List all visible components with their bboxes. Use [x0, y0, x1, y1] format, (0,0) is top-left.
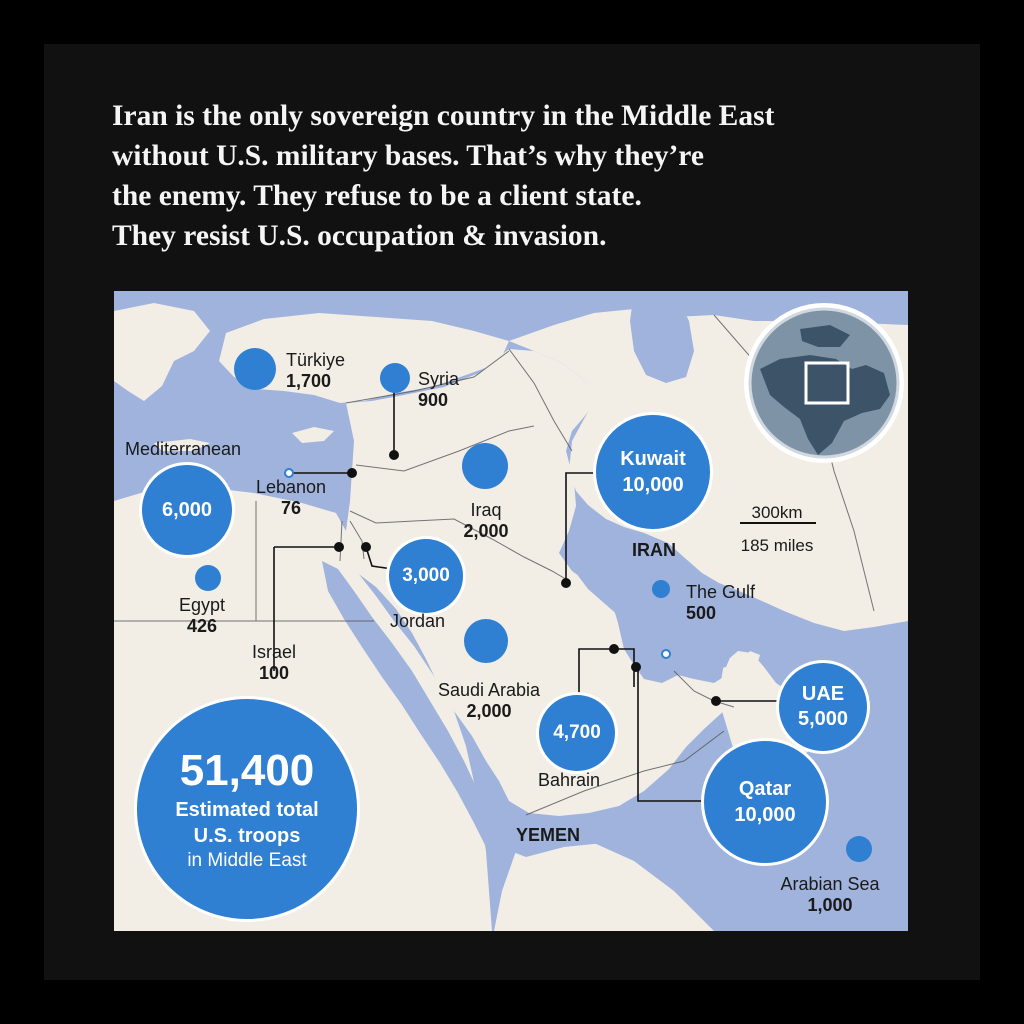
iraq-value: 2,000 [463, 521, 509, 541]
syria-name: Syria [418, 369, 460, 389]
saudi-name: Saudi Arabia [437, 680, 541, 700]
uae-value: 5,000 [797, 708, 849, 730]
syria-value: 900 [418, 390, 449, 410]
egypt-bubble [195, 565, 221, 591]
mediterranean-name: Mediterranean [125, 439, 242, 459]
jordan-name: Jordan [390, 611, 446, 631]
jordan-label [390, 611, 445, 632]
uae-name: UAE [801, 683, 845, 705]
arabian-sea-value: 1,000 [807, 895, 853, 915]
gulf-small-marker [662, 650, 670, 658]
gulf-value: 500 [686, 603, 717, 623]
headline [112, 96, 972, 256]
headline-line: Iran is the only sovereign country in the Middle East [112, 100, 775, 132]
arabian-sea-name: Arabian Sea [780, 874, 880, 894]
egypt-name: Egypt [178, 595, 226, 615]
turkiye-name: Türkiye [286, 350, 346, 370]
kuwait-marker [561, 578, 571, 588]
syria-marker [389, 450, 399, 460]
gulf-bubble [652, 580, 670, 598]
uae-bubble [779, 663, 867, 751]
qatar-marker [631, 662, 641, 672]
iraq-name: Iraq [470, 500, 502, 520]
iraq-bubble [462, 443, 508, 489]
bahrain-marker [609, 644, 619, 654]
gulf-name: The Gulf [686, 582, 756, 602]
jordan-value: 3,000 [402, 565, 450, 586]
mediterranean-value: 6,000 [161, 498, 213, 521]
arabian-sea-bubble [846, 836, 872, 862]
saudi-value: 2,000 [466, 701, 512, 721]
israel-marker [334, 542, 344, 552]
egypt-label [162, 595, 242, 637]
israel-name: Israel [251, 642, 296, 662]
mediterranean-bubble [142, 465, 232, 555]
lebanon-marker [347, 468, 357, 478]
headline-line: without U.S. military bases. That’s why they’re [112, 140, 704, 172]
gulf-label [686, 582, 755, 624]
qatar-value: 10,000 [734, 804, 796, 826]
egypt-value: 426 [186, 616, 218, 636]
scale-miles: 185 miles [740, 536, 814, 555]
iraq-label [446, 500, 526, 542]
kuwait-bubble [596, 415, 710, 529]
jordan-bubble [389, 539, 463, 613]
uae-marker [711, 696, 721, 706]
saudi-label [414, 680, 564, 722]
bahrain-label [538, 770, 600, 791]
total-line1: Estimated total [175, 799, 319, 821]
total-line3: in Middle East [187, 850, 307, 871]
lebanon-small-marker [285, 469, 293, 477]
mediterranean-label [125, 439, 241, 460]
scale-bar [740, 522, 816, 524]
turkiye-value: 1,700 [286, 371, 332, 391]
lebanon-value: 76 [280, 498, 302, 518]
bahrain-value: 4,700 [553, 722, 601, 743]
scale-km: 300km [751, 503, 803, 522]
saudi-bubble [464, 619, 508, 663]
jordan-marker [361, 542, 371, 552]
arabian-sea-label [758, 874, 902, 916]
kuwait-name: Kuwait [620, 448, 686, 470]
israel-label [236, 642, 312, 684]
bahrain-name: Bahrain [538, 770, 601, 790]
headline-line: They resist U.S. occupation & invasion. [112, 220, 607, 252]
lebanon-name: Lebanon [255, 477, 327, 497]
syria-label [418, 369, 459, 411]
map [114, 291, 908, 931]
headline-line: the enemy. They refuse to be a client state. [112, 180, 642, 212]
turkiye-label [286, 350, 345, 392]
syria-bubble [380, 363, 410, 393]
kuwait-value: 10,000 [622, 474, 684, 496]
lebanon-label [246, 477, 336, 519]
total-line2: U.S. troops [193, 825, 301, 847]
israel-value: 100 [258, 663, 290, 683]
yemen-label: YEMEN [516, 825, 581, 845]
qatar-name: Qatar [738, 778, 792, 800]
total-value: 51,400 [179, 746, 315, 795]
iran-label: IRAN [632, 540, 676, 560]
globe-icon [740, 299, 908, 467]
turkiye-bubble [234, 348, 276, 390]
total-troops-bubble [137, 699, 357, 919]
qatar-bubble [704, 741, 826, 863]
